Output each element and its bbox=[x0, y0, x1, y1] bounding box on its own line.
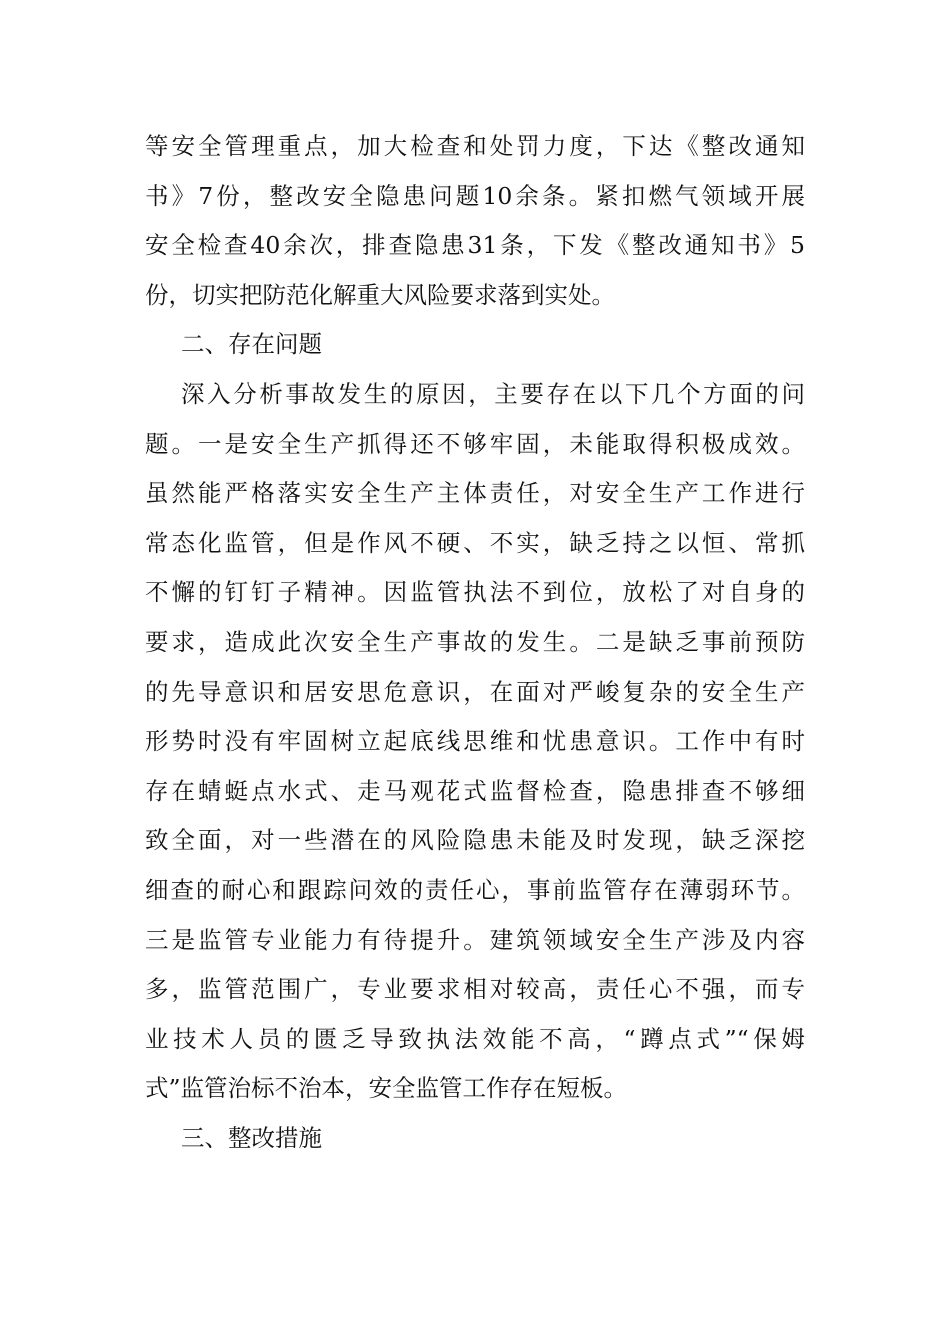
paragraph-line: 等安全管理重点，加大检查和处罚力度，下达《整改通知 bbox=[145, 132, 805, 160]
paragraph-line: 存在蜻蜓点水式、走马观花式监督检查，隐患排查不够细 bbox=[145, 776, 805, 805]
paragraph-line: 三是监管专业能力有待提升。建筑领域安全生产涉及内容 bbox=[145, 925, 805, 954]
section-heading-problems: 二、存在问题 bbox=[181, 330, 322, 359]
paragraph-line: 多，监管范围广，专业要求相对较高，责任心不强，而专 bbox=[145, 975, 805, 1004]
paragraph-line: 的先导意识和居安思危意识，在面对严峻复杂的安全生产 bbox=[145, 677, 805, 706]
paragraph-line: 深入分析事故发生的原因，主要存在以下几个方面的问 bbox=[181, 379, 805, 408]
paragraph-line: 份，切实把防范化解重大风险要求落到实处。 bbox=[145, 280, 615, 309]
paragraph-line: 要求，造成此次安全生产事故的发生。二是缺乏事前预防 bbox=[145, 627, 805, 656]
section-heading-measures: 三、整改措施 bbox=[181, 1123, 322, 1152]
paragraph-line: 虽然能严格落实安全生产主体责任，对安全生产工作进行 bbox=[145, 479, 805, 508]
paragraph-line: 细查的耐心和跟踪问效的责任心，事前监管存在薄弱环节。 bbox=[145, 875, 805, 904]
paragraph-line: 式”监管治标不治本，安全监管工作存在短板。 bbox=[145, 1074, 628, 1103]
paragraph-line: 不懈的钉钉子精神。因监管执法不到位，放松了对自身的 bbox=[145, 578, 805, 607]
paragraph-line: 形势时没有牢固树立起底线思维和忧患意识。工作中有时 bbox=[145, 727, 805, 756]
document-body bbox=[145, 122, 805, 1163]
paragraph-line: 业技术人员的匮乏导致执法效能不高，“蹲点式”“保姆 bbox=[145, 1024, 805, 1053]
paragraph-line: 书》7份，整改安全隐患问题10余条。紧扣燃气领域开展 bbox=[145, 181, 805, 210]
paragraph-line: 常态化监管，但是作风不硬、不实，缺乏持之以恒、常抓 bbox=[145, 528, 805, 557]
paragraph-line: 致全面，对一些潜在的风险隐患未能及时发现，缺乏深挖 bbox=[145, 826, 805, 855]
paragraph-line: 安全检查40余次，排查隐患31条，下发《整改通知书》5 bbox=[145, 231, 805, 260]
paragraph-line: 题。一是安全生产抓得还不够牢固，未能取得积极成效。 bbox=[145, 429, 805, 458]
